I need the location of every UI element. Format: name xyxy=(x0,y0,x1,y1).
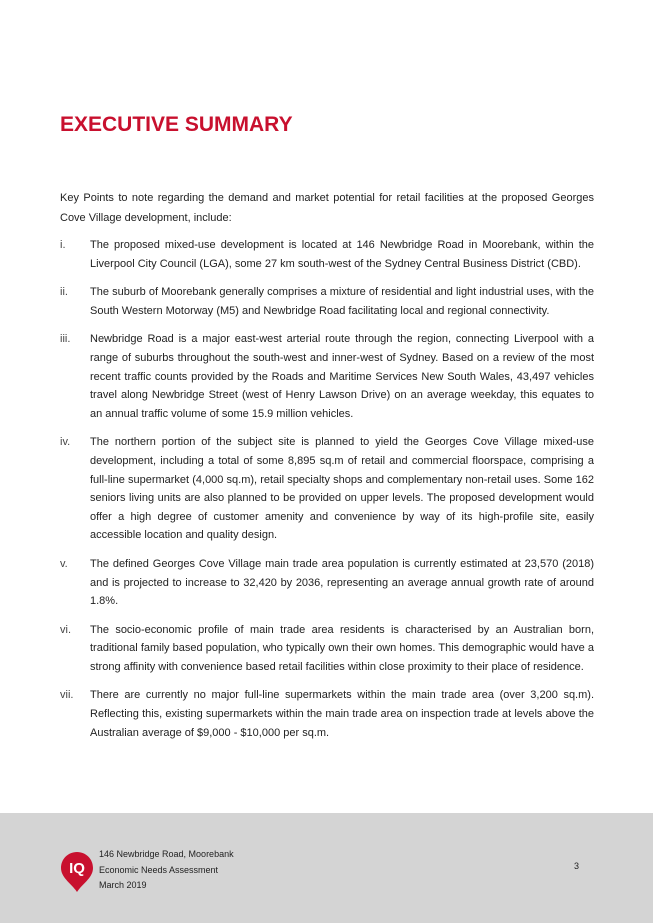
list-item xyxy=(60,621,594,677)
logo-text: IQ xyxy=(69,860,85,877)
footer-info xyxy=(99,847,234,894)
list-item xyxy=(60,686,594,742)
list-item-number: vii. xyxy=(60,689,74,702)
footer-address: 146 Newbridge Road, Moorebank xyxy=(99,849,234,859)
key-points-list xyxy=(60,236,594,752)
list-item xyxy=(60,555,594,611)
list-item-text: Newbridge Road is a major east-west arterial route through the region, connecting Liverpool with a range of suburbs throughout the south-west and inner-west of Sydney. Based on a review of the most recent traffic counts provided by the Roads and Maritime Services New South Wales, 43,497 vehicles travel along Newbridge Street (west of Henry Lawson Drive) on an average weekday, this equates to an annual traffic volume of some 15.9 million vehicles. xyxy=(90,333,594,420)
list-item-number: iv. xyxy=(60,436,71,449)
list-item-text: The northern portion of the subject site is planned to yield the Georges Cove Village mixed-use development, including a total of some 8,895 sq.m of retail and commercial floorspace, comprising a full-line supermarket (4,000 sq.m), retail specialty shops and complementary non-retail uses. Some 162 seniors living units are also planned to be provided on upper levels. The proposed development would offer a high degree of customer amenity and convenience by way of its high-profile site, easily accessible location and quality design. xyxy=(90,436,594,542)
list-item-number: vi. xyxy=(60,623,71,636)
list-item-text: The suburb of Moorebank generally comprises a mixture of residential and light industrial uses, with the South Western Motorway (M5) and Newbridge Road facilitating local and regional connectivity. xyxy=(90,286,594,317)
list-item xyxy=(60,236,594,273)
list-item-number: ii. xyxy=(60,286,68,299)
iq-logo-icon xyxy=(60,851,94,893)
list-item-number: iii. xyxy=(60,333,71,346)
list-item-text: There are currently no major full-line supermarkets within the main trade area (over 3,200 sq.m). Reflecting this, existing supermarkets within the main trade area on inspection trade at levels above the Australian average of $9,000 - $10,000 per sq.m. xyxy=(90,689,594,739)
page-title: EXECUTIVE SUMMARY xyxy=(60,113,293,136)
page-footer xyxy=(0,813,653,923)
footer-report-name: Economic Needs Assessment xyxy=(99,864,219,875)
intro-paragraph: Key Points to note regarding the demand and market potential for retail facilities at the proposed Georges Cove Village development, include: xyxy=(60,192,594,224)
footer-date: March 2019 xyxy=(99,880,147,890)
page-number: 3 xyxy=(574,861,580,871)
list-item xyxy=(60,433,594,545)
list-item-text: The socio-economic profile of main trade area residents is characterised by an Australian born, traditional family based population, who typically own their own homes. This demographic would have a strong affinity with convenience based retail facilities within close proximity to their place of residence. xyxy=(90,623,594,673)
list-item-number: i. xyxy=(60,239,66,251)
list-item-number: v. xyxy=(60,557,68,570)
list-item-text: The defined Georges Cove Village main trade area population is currently estimated at 23,570 (2018) and is projected to increase to 32,420 by 2036, representing an average annual growth rate of around 1.8%. xyxy=(90,557,594,608)
list-item xyxy=(60,330,594,423)
list-item-text: The proposed mixed-use development is located at 146 Newbridge Road in Moorebank, within the Liverpool City Council (LGA), some 27 km south-west of the Sydney Central Business District (CBD). xyxy=(90,239,594,270)
list-item xyxy=(60,283,594,320)
